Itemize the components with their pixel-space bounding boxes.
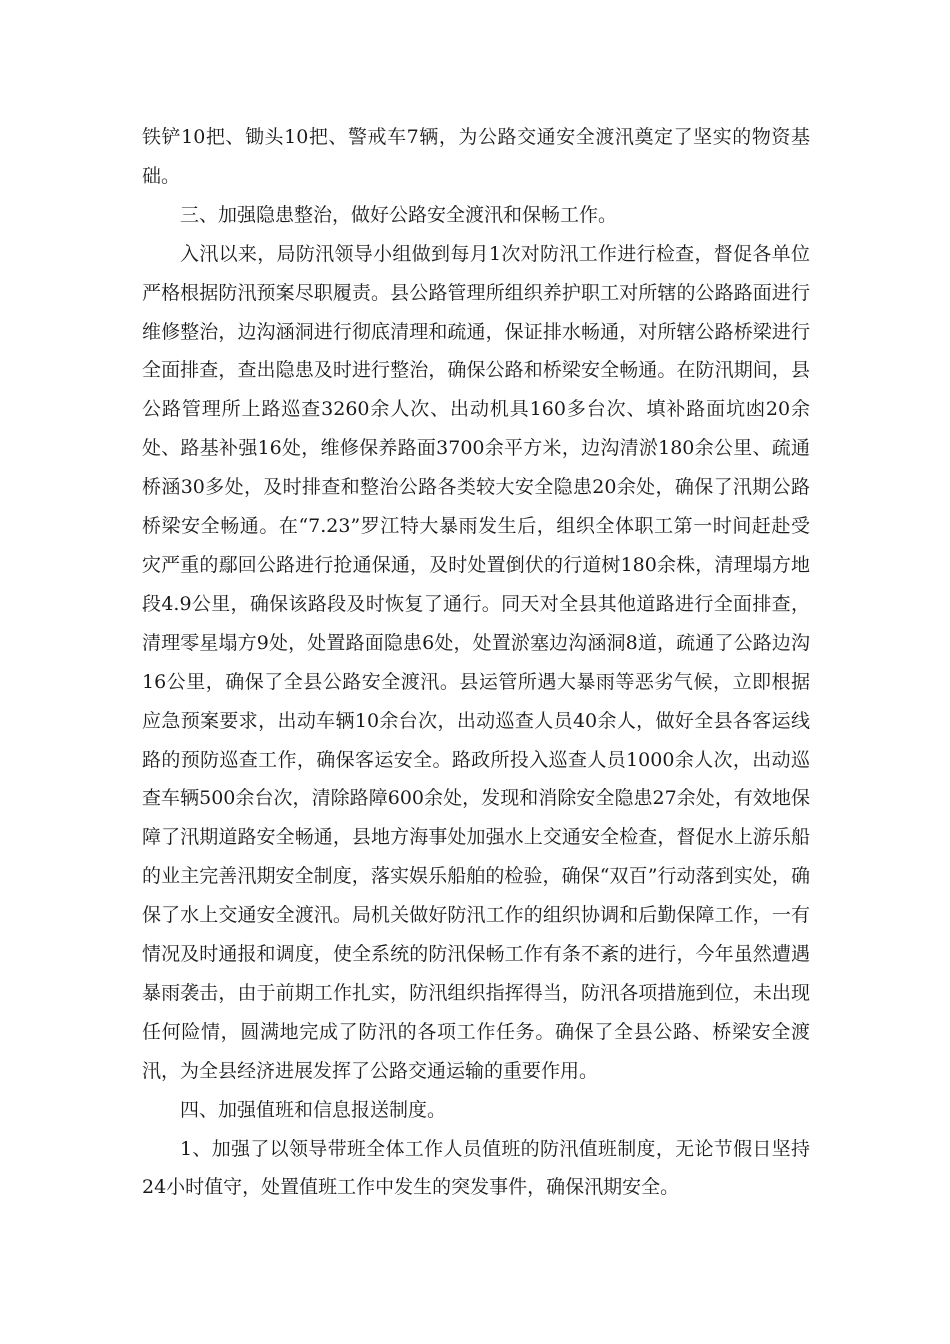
paragraph-continuation: 铁铲10把、锄头10把、警戒车7辆，为公路交通安全渡汛奠定了坚实的物资基础。 (142, 126, 810, 187)
section-heading-3: 三、加强隐患整治，做好公路安全渡汛和保畅工作。 (180, 203, 618, 226)
paragraph-body: 入汛以来，局防汛领导小组做到每月1次对防汛工作进行检查，督促各单位严格根据防汛预案尽职履责。县公路管理所组织养护职工对所辖的公路路面进行维修整治，边沟涵洞进行彻底清理和疏通，保证排水畅通，对所辖公路桥梁进行全面排查，查出隐患及时进行整治，确保公路和桥梁安全畅通。在防汛期间，县公路管理所上路巡查3260余人次、出动机具160多台次、填补路面坑凼20余处、路基补强16处，维修保养路面3700余平方米，边沟清淤180余公里、疏通桥涵30多处，及时排查和整治公路各类较大安全隐患20余处，确保了汛期公路桥梁安全畅通。在“7.23”罗江特大暴雨发生后，组织全体职工第一时间赶赴受灾严重的鄢回公路进行抢通保通，及时处置倒伏的行道树180余株，清理塌方地段4.9公里，确保该路段及时恢复了通行。同天对全县其他道路进行全面排查，清理零星塌方9处，处置路面隐患6处，处置淤塞边沟涵洞8道，疏通了公路边沟16公里，确保了全县公路安全渡汛。县运管所遇大暴雨等恶劣气候，立即根据应急预案要求，出动车辆10余台次，出动巡查人员40余人，做好全县各客运线路的预防巡查工作，确保客运安全。路政所投入巡查人员1000余人次，出动巡查车辆500余台次，清除路障600余处，发现和消除安全隐患27余处，有效地保障了汛期道路安全畅通，县地方海事处加强水上交通安全检查，督促水上游乐船的业主完善汛期安全制度，落实娱乐船舶的检验，确保“双百”行动落到实处，确保了水上交通安全渡汛。局机关做好防汛工作的组织协调和后勤保障工作，一有情况及时通报和调度，使全系统的防汛保畅工作有条不紊的进行，今年虽然遭遇暴雨袭击，由于前期工作扎实，防汛组织指挥得当，防汛各项措施到位，未出现任何险情，圆满地完成了防汛的各项工作任务。确保了全县公路、桥梁安全渡汛，为全县经济进展发挥了公路交通运输的重要作用。 (142, 242, 810, 1082)
document-body (142, 118, 810, 1207)
paragraph-item-1: 1、加强了以领导带班全体工作人员值班的防汛值班制度，无论节假日坚持24小时值守，处置值班工作中发生的突发事件，确保汛期安全。 (142, 1137, 810, 1199)
section-heading-4: 四、加强值班和信息报送制度。 (180, 1098, 447, 1121)
